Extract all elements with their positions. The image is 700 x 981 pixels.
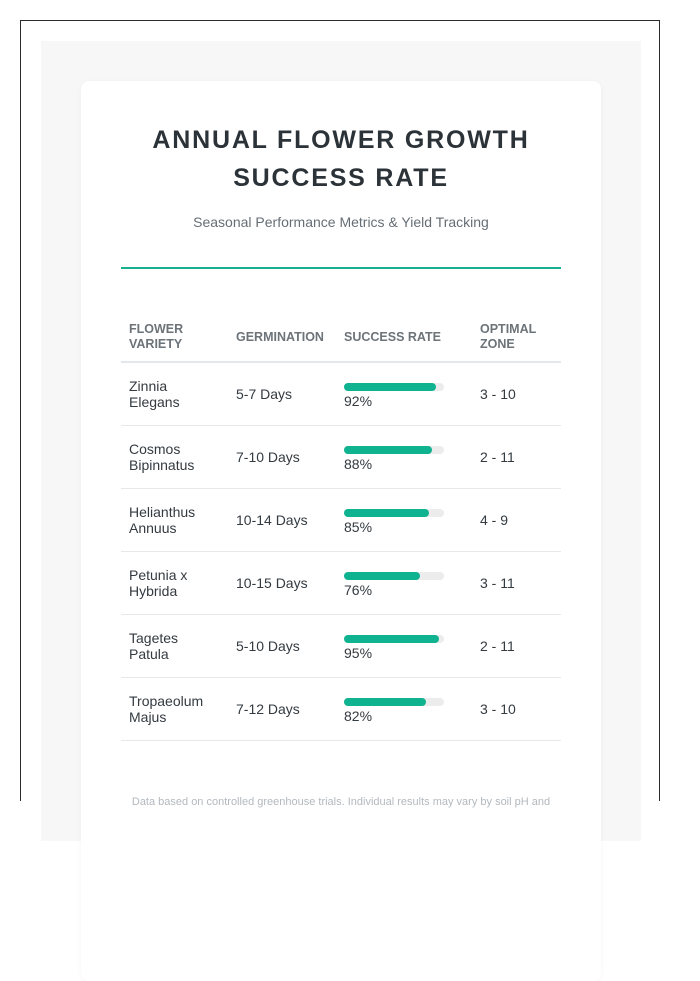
table-row: [121, 678, 561, 741]
progress-track: [344, 509, 444, 517]
success-rate-label: 82%: [344, 708, 373, 724]
header-optimal-zone: OPTIMAL ZONE: [472, 313, 561, 362]
header-germination: GERMINATION: [228, 313, 336, 362]
progress-bar: [344, 568, 444, 598]
progress-track: [344, 383, 444, 391]
zone-cell: 3 - 10: [472, 362, 561, 426]
success-rate-label: 92%: [344, 393, 373, 409]
document-frame: [20, 20, 660, 808]
success-rate-cell: [336, 426, 472, 489]
progress-fill: [344, 635, 439, 643]
variety-cell: Tropaeolum Majus: [121, 678, 228, 741]
success-rate-label: 76%: [344, 582, 373, 598]
progress-fill: [344, 698, 426, 706]
progress-fill: [344, 509, 429, 517]
success-rate-cell: [336, 489, 472, 552]
zone-cell: 2 - 11: [472, 426, 561, 489]
progress-fill: [344, 572, 420, 580]
progress-bar: [344, 379, 444, 409]
progress-fill: [344, 446, 432, 454]
growth-table: [121, 313, 561, 741]
page-subtitle: Seasonal Performance Metrics & Yield Tracking: [193, 214, 489, 230]
germination-cell: 10-15 Days: [228, 552, 336, 615]
progress-bar: [344, 694, 444, 724]
title-line-1: ANNUAL FLOWER GROWTH: [152, 126, 530, 154]
progress-track: [344, 446, 444, 454]
success-rate-cell: [336, 615, 472, 678]
germination-cell: 5-7 Days: [228, 362, 336, 426]
success-rate-label: 85%: [344, 519, 373, 535]
page-background: [41, 41, 641, 841]
title-line-2: SUCCESS RATE: [233, 164, 449, 192]
table-header-row: [121, 313, 561, 362]
zone-cell: 3 - 10: [472, 678, 561, 741]
variety-cell: Zinnia Elegans: [121, 362, 228, 426]
zone-cell: 2 - 11: [472, 615, 561, 678]
accent-divider: [121, 267, 561, 269]
progress-track: [344, 635, 444, 643]
variety-cell: Cosmos Bipinnatus: [121, 426, 228, 489]
table-row: [121, 615, 561, 678]
variety-cell: Helianthus Annuus: [121, 489, 228, 552]
zone-cell: 4 - 9: [472, 489, 561, 552]
progress-bar: [344, 631, 444, 661]
germination-cell: 7-12 Days: [228, 678, 336, 741]
report-card: [81, 81, 601, 981]
success-rate-label: 95%: [344, 645, 373, 661]
table-row: [121, 552, 561, 615]
table-row: [121, 426, 561, 489]
table-row: [121, 489, 561, 552]
success-rate-cell: [336, 678, 472, 741]
progress-track: [344, 572, 444, 580]
progress-bar: [344, 442, 444, 472]
progress-fill: [344, 383, 436, 391]
header-flower-variety: FLOWER VARIETY: [121, 313, 228, 362]
page-title: [81, 121, 601, 197]
success-rate-label: 88%: [344, 456, 373, 472]
zone-cell: 3 - 11: [472, 552, 561, 615]
success-rate-cell: [336, 552, 472, 615]
variety-cell: Petunia x Hybrida: [121, 552, 228, 615]
table-row: [121, 362, 561, 426]
progress-bar: [344, 505, 444, 535]
germination-cell: 10-14 Days: [228, 489, 336, 552]
footer-note: Data based on controlled greenhouse trials. Individual results may vary by soil pH and: [131, 796, 551, 808]
progress-track: [344, 698, 444, 706]
germination-cell: 7-10 Days: [228, 426, 336, 489]
success-rate-cell: [336, 362, 472, 426]
variety-cell: Tagetes Patula: [121, 615, 228, 678]
germination-cell: 5-10 Days: [228, 615, 336, 678]
header-success-rate: SUCCESS RATE: [336, 313, 472, 362]
